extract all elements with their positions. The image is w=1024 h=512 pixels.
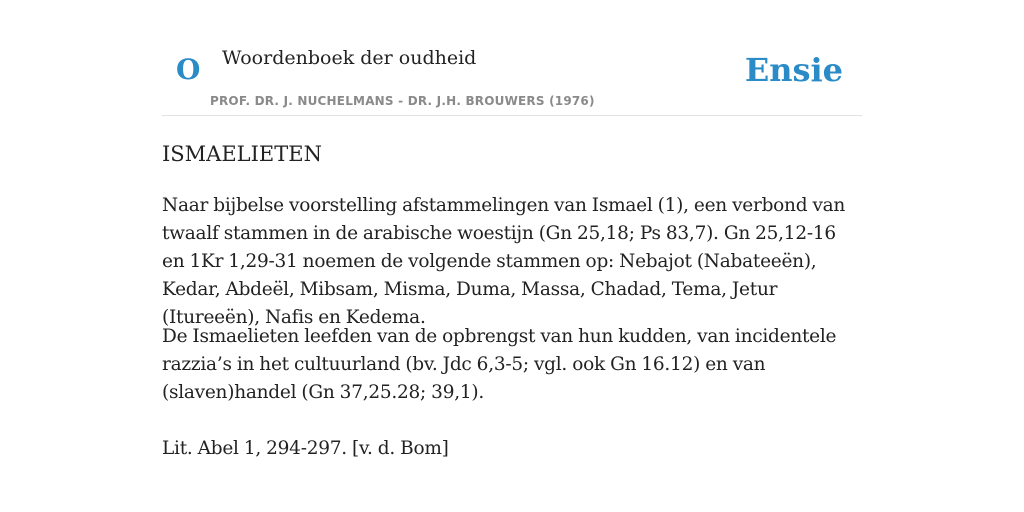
entry-paragraph-2: De Ismaelieten leefden van de opbrengst van hun kudden, van incidentele razzia’s in het cultuurland (bv. Jdc 6,3-5; vgl. ook Gn 16.12) en van (slaven)handel (Gn 37,25.28; 39,1). <box>162 326 837 403</box>
entry-literature: Lit. Abel 1, 294-297. [v. d. Bom] <box>162 438 449 459</box>
letter-index-link[interactable]: O <box>176 53 201 86</box>
entry-title: ISMAELIETEN <box>162 142 322 166</box>
entry-paragraph-1: Naar bijbelse voorstelling afstammelingen van Ismael (1), een verbond van twaalf stammen in de arabische woestijn (Gn 25,18; Ps 83,7). Gn 25,12-16 en 1Kr 1,29-31 noemen de volgende stammen op: Nebajot (Nabateeën), Kedar, Abdeël, Mibsam, Misma, Duma, Massa, Chadad, Tema, Jetur (Itureeën), Nafis en Kedema. <box>162 195 846 328</box>
book-authors: PROF. DR. J. NUCHELMANS - DR. J.H. BROUWERS (1976) <box>210 94 595 108</box>
book-title[interactable]: Woordenboek der oudheid <box>222 47 477 69</box>
brand-logo[interactable]: Ensie <box>744 51 843 89</box>
page-header <box>162 40 862 116</box>
